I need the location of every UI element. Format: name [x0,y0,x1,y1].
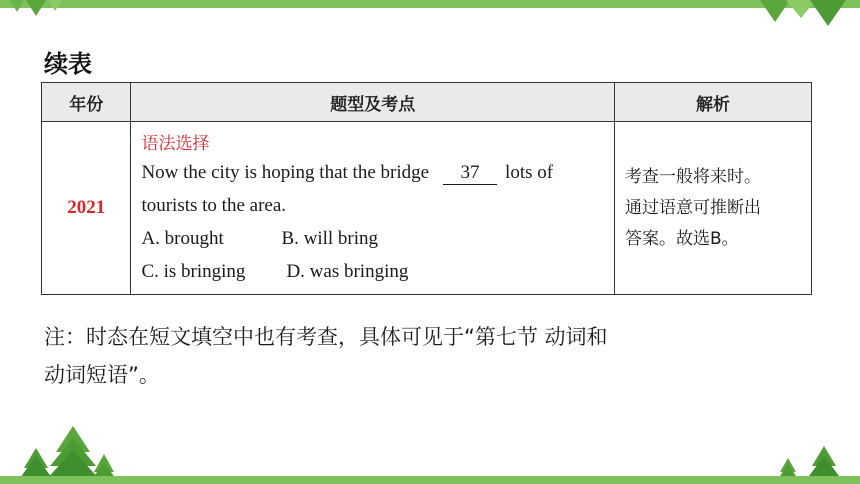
option-a: A. brought [141,228,224,249]
option-c: C. is bringing [141,261,246,282]
question-sentence-line1 [141,156,606,189]
header-analysis: 解析 [614,83,811,122]
section-heading: 续表 [44,50,92,78]
footnote-line-2: 动词短语”。 [44,363,160,387]
header-year: 年份 [42,83,131,122]
blank-number: 37 [443,162,497,185]
option-b: B. will bring [281,228,379,249]
bottom-left-trees-decoration [18,424,118,484]
option-d: D. was bringing [286,261,409,282]
options-row-2 [141,255,606,288]
footnote [44,318,608,394]
options-row-1 [141,222,606,255]
analysis-line-2: 通过语意可推断出 [624,197,761,218]
table-header-row [42,83,812,122]
top-green-band [0,0,860,8]
table-row [42,122,812,295]
footnote-line-1: 注：时态在短文填空中也有考查，具体可见于“第七节 动词和 [44,325,608,349]
analysis-cell [614,122,811,295]
top-left-triangles-decoration [10,0,70,18]
question-type-label: 语法选择 [141,134,210,154]
question-sentence-line2: tourists to the area. [141,195,287,216]
header-question-type: 题型及考点 [131,83,615,122]
question-cell [131,122,615,295]
analysis-line-3: 答案。故选B。 [624,228,739,249]
sentence-after-blank: lots of [505,162,554,183]
year-cell: 2021 [42,122,131,295]
bottom-green-band [0,476,860,484]
analysis-line-1: 考查一般将来时。 [624,166,761,187]
sentence-before-blank: Now the city is hoping that the bridge [141,162,430,183]
exam-table [41,82,812,295]
top-right-triangles-decoration [760,0,850,26]
